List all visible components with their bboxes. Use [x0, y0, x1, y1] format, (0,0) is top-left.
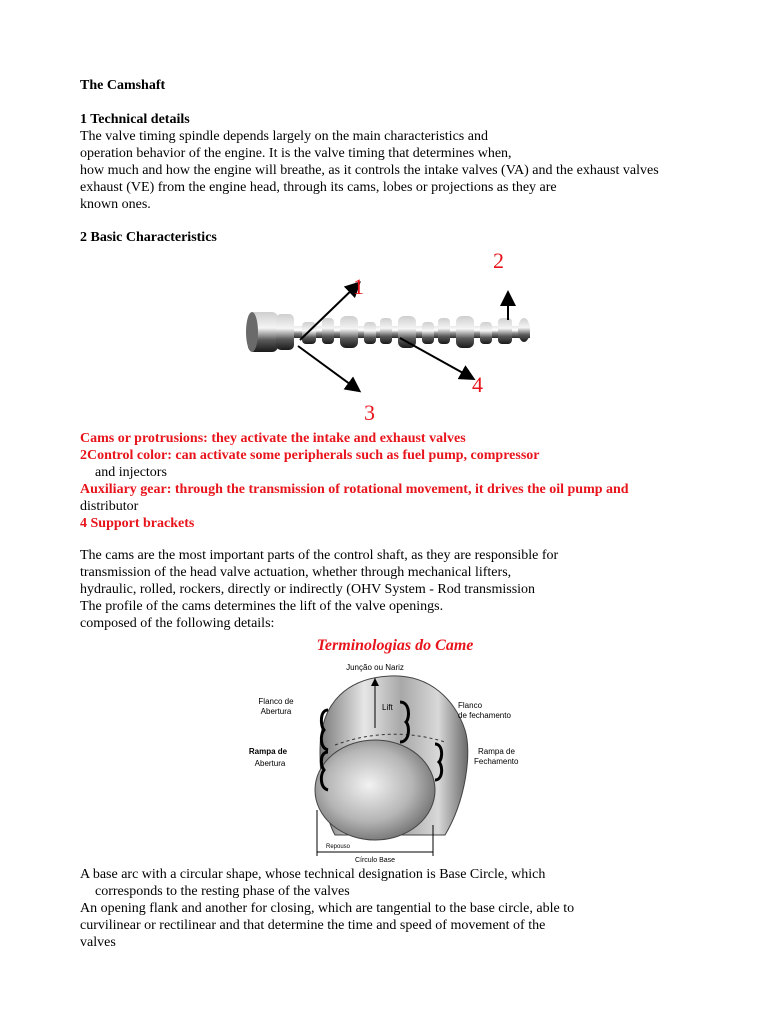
- cam-lobe: [480, 322, 492, 344]
- cam-lobe: [364, 322, 376, 344]
- cam-lobe: [422, 322, 434, 344]
- label-rampa-abertura: Abertura: [254, 759, 286, 768]
- cam-figure-title: Terminologias do Came: [316, 637, 474, 654]
- camshaft-illustration: [240, 248, 540, 428]
- bullet-flanks: [80, 900, 574, 917]
- label-rampa-abertura: Rampa de: [248, 747, 288, 756]
- bullet-text: An opening flank and another for closing, which are tangential to the base circle, able to: [80, 901, 575, 916]
- journal: [456, 316, 474, 348]
- journal: [340, 316, 358, 348]
- section-1-heading: 1 Technical details: [80, 112, 190, 127]
- bullet-flanks-cont: curvilinear or rectilinear and that determine the time and speed of movement of the: [80, 918, 546, 933]
- section-1-line: exhaust (VE) from the engine head, through its cams, lobes or projections as they are: [80, 180, 557, 195]
- bullet-flanks-cont: valves: [80, 935, 116, 950]
- label-rampa-fechamento: Rampa de: [478, 747, 515, 756]
- cam-face: [315, 740, 435, 840]
- label-flanco-fechamento: Flanco: [458, 701, 483, 710]
- gear-face: [246, 312, 258, 352]
- label-circulo-base: Círculo Base: [354, 857, 396, 862]
- paragraph-line: The profile of the cams determines the lift of the valve openings.: [80, 599, 444, 614]
- journal: [398, 316, 416, 348]
- paragraph-line: composed of the following details:: [80, 616, 275, 631]
- label-lift: Lift: [382, 703, 393, 712]
- section-1-line: known ones.: [80, 197, 151, 212]
- page-title: The Camshaft: [80, 78, 166, 93]
- bullet-base-circle: [80, 866, 545, 883]
- paragraph-line: hydraulic, rolled, rockers, directly or indirectly (OHV System - Rod transmission: [80, 582, 536, 597]
- label-flanco-abertura: Abertura: [260, 707, 292, 716]
- bullet-base-circle-cont: corresponds to the resting phase of the valves: [95, 884, 350, 899]
- label-flanco-fechamento: de fechamento: [458, 711, 511, 720]
- label-3: 3: [364, 400, 375, 425]
- section-1-line: how much and how the engine will breathe, as it controls the intake valves (VA) and the exhaust valves: [80, 163, 659, 178]
- characteristic-cams: Cams or protrusions: they activate the intake and exhaust valves: [80, 431, 466, 446]
- label-juncao: Junção ou Nariz: [346, 663, 404, 672]
- label-1: 1: [353, 274, 364, 299]
- cam-terminology-illustration: [240, 630, 540, 862]
- arrow-3: [298, 346, 358, 390]
- characteristic-control-color: 2Control color: can activate some peripherals such as fuel pump, compressor: [80, 448, 540, 463]
- label-repouso: Repouso: [326, 844, 351, 850]
- section-1-line: The valve timing spindle depends largely on the main characteristics and: [80, 129, 488, 144]
- paragraph-line: transmission of the head valve actuation, whether through mechanical lifters,: [80, 565, 512, 580]
- label-2: 2: [493, 248, 504, 273]
- cam-lobe: [380, 318, 392, 344]
- paragraph-line: The cams are the most important parts of the control shaft, as they are responsible for: [80, 548, 559, 563]
- label-flanco-abertura: Flanco de: [258, 697, 294, 706]
- characteristic-auxiliary-gear-cont: distributor: [80, 499, 139, 514]
- characteristic-auxiliary-gear: Auxiliary gear: through the transmission of rotational movement, it drives the oil pump and: [80, 482, 629, 497]
- characteristic-control-color-cont: and injectors: [95, 465, 167, 480]
- label-4: 4: [472, 372, 483, 397]
- label-rampa-fechamento: Fechamento: [474, 757, 519, 766]
- shaft-end: [518, 318, 530, 342]
- gear-teeth: [276, 314, 294, 350]
- cam-lobe: [498, 318, 512, 344]
- section-1-line: operation behavior of the engine. It is the valve timing that determines when,: [80, 146, 512, 161]
- cam-lobe: [322, 318, 334, 344]
- cam-lobe: [438, 318, 450, 344]
- section-2-heading: 2 Basic Characteristics: [80, 230, 217, 245]
- bullet-text: A base arc with a circular shape, whose technical designation is Base Circle, which: [80, 867, 546, 882]
- characteristic-support-brackets: 4 Support brackets: [80, 516, 195, 531]
